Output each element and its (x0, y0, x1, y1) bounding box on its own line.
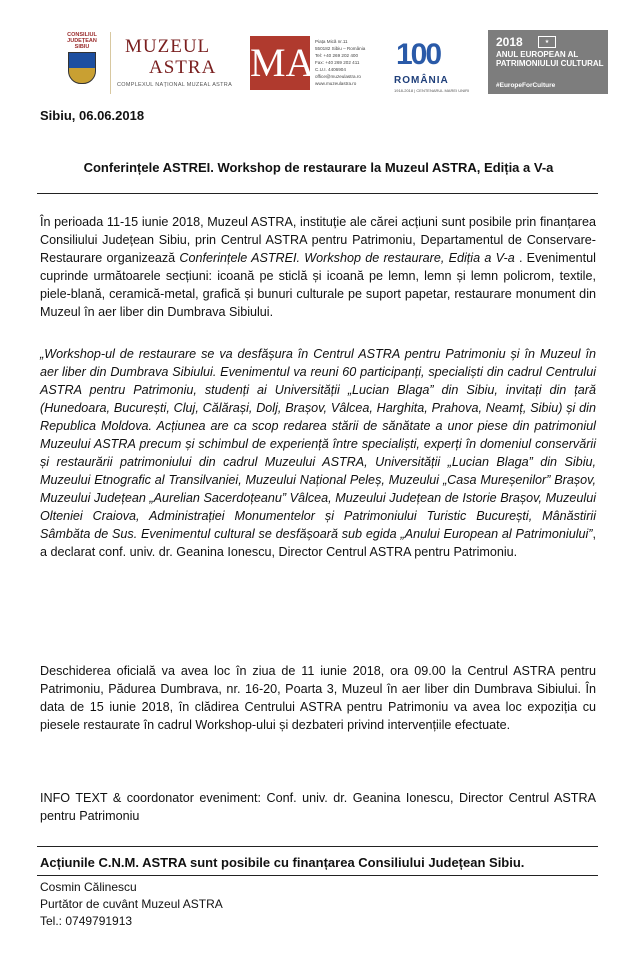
county-council-logo (60, 32, 104, 84)
funding-note: Acțiunile C.N.M. ASTRA sunt posibile cu finanțarea Consiliului Județean Sibiu. (40, 855, 525, 870)
signature-role: Purtător de cuvânt Muzeul ASTRA (40, 897, 223, 911)
coat-of-arms-icon (68, 52, 96, 84)
eu-year: 2018 (496, 35, 523, 49)
page-title: Conferințele ASTREI. Workshop de restaurare la Muzeul ASTRA, Ediția a V-a (83, 160, 554, 175)
contact-line: office@muzeulastra.ro (315, 74, 361, 79)
monogram-logo: MA (250, 36, 310, 90)
intro-text-cont: . Evenimentul cuprinde următoarele secțiuni: icoană pe sticlă și icoană pe lemn, lemn și lemn policrom, textile, piele-blană, ceramică-metal, grafică și bunuri culturale pe suport papetar, restaurare monument din Muzeul în aer liber din Dumbrava Sibiului. (40, 251, 596, 319)
event-name: Conferințele ASTREI. Workshop de restaurare, Ediția a V-a (179, 251, 515, 265)
centenary-country: ROMÂNIA (394, 75, 449, 86)
brand-line2: ASTRA (149, 57, 217, 78)
eu-flag-icon: ★ (538, 36, 556, 48)
quote-attribution: , a declarat conf. univ. dr. Geanina Ionescu, Director Centrul ASTRA pentru Patrimoniu. (40, 527, 596, 559)
brand-subtitle: COMPLEXUL NAȚIONAL MUZEAL ASTRA (117, 82, 233, 88)
intro-text: În perioada 11-15 iunie 2018, Muzeul ASTRA, instituție ale cărei acțiuni sunt posibile prin finanțarea Consiliului Județean Sibiu, prin Centrul ASTRA pentru Patrimoniu, Departamentul de Conservare-Restaurare organizează (40, 215, 596, 265)
letterhead (60, 30, 615, 96)
contact-line: www.muzeulastra.ro (315, 81, 357, 86)
centenary-logo (390, 38, 480, 96)
centenary-years: 1918-2018 | CENTENARUL MAREI UNIRI (394, 88, 470, 93)
paragraph-info: INFO TEXT & coordonator eveniment: Conf. univ. dr. Geanina Ionescu, Director Centrul ASTRA pentru Patrimoniu (40, 791, 596, 823)
quote-text: „Workshop-ul de restaurare se va desfășura în Centrul ASTRA pentru Patrimoniu și în Muzeul în aer liber din Dumbrava Sibiului. Evenimentul va reuni 60 participanți, specialiști din cadrul Centrului ASTRA pentru Patrimoniu, studenți ai Universității „Lucian Blaga” din Sibiu, invitați din țară (Hunedoara, București, Cluj, Călărași, Dolj, Brașov, Vâlcea, Harghita, Prahova, Neamț, Sibiu) și din Republica Moldova. Acțiunea are ca scop redarea stării de sănătate a unor piese din patrimoniul Muzeului ASTRA precum și schimbul de experiență între specialiști, experți în domeniul conservării și restaurării patrimoniului din cadrul Muzeului ASTRA, Universității „Lucian Blaga” din Sibiu, Muzeului Etnografic al Transilvaniei, Muzeului Național Peleș, Muzeului „Casa Mureșenilor” Brașov, Muzeului Județean „Aurelian Sacerdoțeanu” Vâlcea, Muzeului Județean de Istorie Brașov, Muzeului Olteniei Craiova, Administrației Monumentelor și Patrimoniului Turistic București, Mânăstirii Sâmbăta de Sus. Evenimentul cultural se desfășoară sub egida „Anului European al Patrimoniului” (40, 347, 596, 541)
contact-block (315, 38, 377, 87)
eu-hashtag: #EuropeForCulture (496, 82, 556, 89)
signature-phone: Tel.: 0749791913 (40, 914, 133, 928)
divider (37, 193, 598, 194)
county-logo-text: CONSILIUL JUDEȚEAN SIBIU (67, 32, 97, 50)
divider (37, 846, 598, 847)
centenary-number: 100 (396, 38, 441, 71)
european-heritage-year-logo (488, 30, 608, 94)
signature-block (40, 879, 223, 930)
press-release-date: Sibiu, 06.06.2018 (40, 108, 145, 123)
contact-line: 550182 Sibiu – România (315, 46, 366, 51)
eu-title: ANUL EUROPEAN AL PATRIMONIULUI CULTURAL (496, 50, 604, 68)
contact-line: Tel: +40 269 202 400 (315, 53, 359, 58)
brand-line1: MUZEUL (125, 36, 211, 57)
contact-line: Fax: +40 269 202 411 (315, 60, 360, 65)
signature-name: Cosmin Călinescu (40, 880, 137, 894)
paragraph-intro (40, 213, 596, 321)
contact-line: Piața Mică nr.11 (315, 39, 348, 44)
paragraph-quote (40, 345, 596, 561)
contact-line: C.U.I. 4406904 (315, 67, 346, 72)
divider (37, 875, 598, 876)
paragraph-opening: Deschiderea oficială va avea loc în ziua de 11 iunie 2018, ora 09.00 la Centrul ASTRA pentru Patrimoniu, Pădurea Dumbrava, nr. 16-20, Poarta 3, Muzeul în aer liber din Dumbrava Sibiului. În data de 15 iunie 2018, în clădirea Centrului ASTRA pentru Patrimoniu va avea loc expoziția cu piesele restaurate în cadrul Workshop-ului și dezbateri privind intervențiile efectuate. (40, 664, 596, 732)
